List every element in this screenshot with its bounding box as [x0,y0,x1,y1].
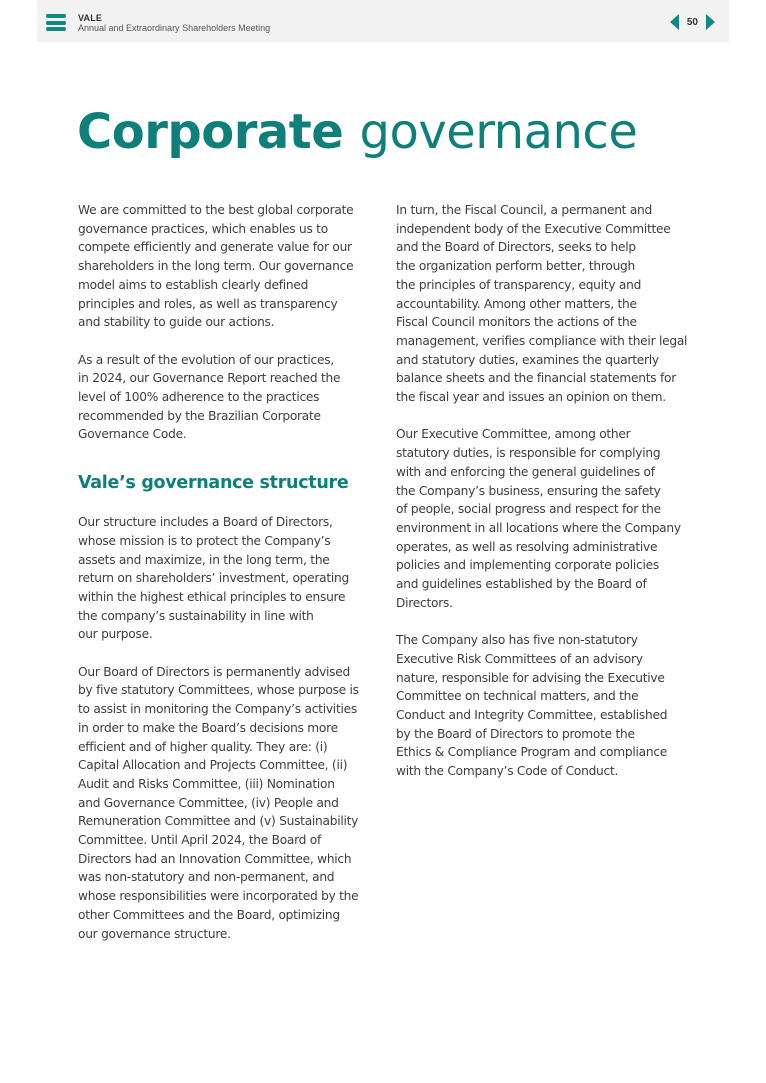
text-line: Our Executive Committee, among other [396,427,631,442]
text-line: management, verifies compliance with their legal [396,333,688,348]
text-line: governance practices, which enables us to [78,221,328,236]
text-line: In turn, the Fiscal Council, a permanent and [396,203,653,217]
text-line: policies and implementing corporate policies [396,558,659,573]
text-line: our governance structure. [78,926,231,941]
text-line: the principles of transparency, equity and [396,277,642,292]
text-line: independent body of the Executive Committee [396,221,671,236]
text-line: As a result of the evolution of our practices, [78,352,334,367]
previous-page-icon[interactable] [670,14,679,30]
text-line: Ethics & Compliance Program and compliance [396,745,668,760]
text-line: Audit and Risks Committee, (iii) Nomination [78,776,335,791]
text-line: was non-statutory and non-permanent, and [78,870,335,885]
paragraph-fiscal-council [396,201,696,407]
text-line: Our structure includes a Board of Directors, [78,515,333,530]
text-line: our purpose. [78,627,153,642]
text-line: the Company’s business, ensuring the safety [396,483,661,498]
text-line: efficient and of higher quality. They are: (i) [78,739,328,754]
text-line: within the highest ethical principles to ensure [78,589,346,604]
text-line: Committee on technical matters, and the [396,689,639,704]
text-line: in 2024, our Governance Report reached the [78,371,341,386]
text-line: principles and roles, as well as transparency [78,296,338,311]
text-line: Committee. Until April 2024, the Board of [78,833,322,848]
pager [670,13,715,31]
text-line: recommended by the Brazilian Corporate [78,408,321,423]
text-line: Directors had an Innovation Committee, which [78,851,352,866]
menu-icon[interactable] [46,14,66,31]
paragraph-governance-report [78,351,378,445]
text-line: level of 100% adherence to the practices [78,390,320,405]
paragraph-committees [78,663,378,944]
text-line: with and enforcing the general guidelines of [396,464,655,479]
brand-name: VALE [78,13,103,23]
paragraph-risk-committees [396,631,696,781]
text-line: The Company also has five non-statutory [396,633,638,648]
text-line: and stability to guide our actions. [78,315,275,330]
page-title-light: governance [359,104,638,160]
text-line: Conduct and Integrity Committee, established [396,707,668,722]
text-line: by five statutory Committees, whose purpose is [78,683,359,698]
page-title-bold: Corporate [77,104,344,160]
text-line: Capital Allocation and Projects Committee, (ii) [78,758,348,773]
text-line: and statutory duties, examines the quarterly [396,352,659,367]
text-line: Governance Code. [78,427,187,442]
left-column [78,201,378,962]
text-line: shareholders in the long term. Our governance [78,259,354,274]
next-page-icon[interactable] [706,14,715,30]
text-line: accountability. Among other matters, the [396,296,637,311]
text-line: the organization perform better, through [396,259,635,274]
text-line: other Committees and the Board, optimizing [78,907,340,922]
text-line: assets and maximize, in the long term, the [78,552,330,567]
text-line: Remuneration Committee and (v) Sustainability [78,814,359,829]
text-line: and guidelines established by the Board of [396,577,647,592]
text-line: and Governance Committee, (iv) People and [78,795,339,810]
text-line: balance sheets and the financial statements for [396,371,676,386]
right-column [396,201,696,799]
text-line: whose responsibilities were incorporated by the [78,889,359,904]
document-subtitle: Annual and Extraordinary Shareholders Meeting [78,23,271,33]
text-line: to assist in monitoring the Company’s activities [78,702,357,717]
text-line: with the Company’s Code of Conduct. [396,764,619,779]
text-line: nature, responsible for advising the Executive [396,670,665,685]
paragraph-executive-committee [396,425,696,612]
header-brand [78,13,270,34]
text-line: whose mission is to protect the Company’s [78,533,331,548]
text-line: model aims to establish clearly defined [78,277,309,292]
text-line: operates, as well as resolving administrative [396,539,658,554]
text-line: of people, social progress and respect for the [396,502,661,517]
section-heading: Vale’s governance structure [78,473,349,494]
text-line: the fiscal year and issues an opinion on them. [396,390,666,405]
text-line: Directors. [396,595,453,610]
text-line: return on shareholders’ investment, operating [78,571,350,586]
page-number: 50 [686,16,698,28]
text-line: in order to make the Board’s decisions more [78,720,338,735]
text-line: We are committed to the best global corporate [78,203,354,217]
text-line: Fiscal Council monitors the actions of the [396,315,637,330]
text-line: Executive Risk Committees of an advisory [396,651,643,666]
text-line: the company’s sustainability in line with [78,608,314,623]
text-line: environment in all locations where the Company [396,520,681,535]
text-line: Our Board of Directors is permanently advised [78,664,351,679]
paragraph-commitment [78,201,378,332]
page-title [77,100,637,164]
text-line: compete efficiently and generate value for our [78,240,352,255]
text-line: and the Board of Directors, seeks to help [396,240,636,255]
text-line: statutory duties, is responsible for complying [396,446,661,461]
text-line: by the Board of Directors to promote the [396,726,635,741]
top-bar [37,0,729,42]
paragraph-board-structure [78,513,378,644]
